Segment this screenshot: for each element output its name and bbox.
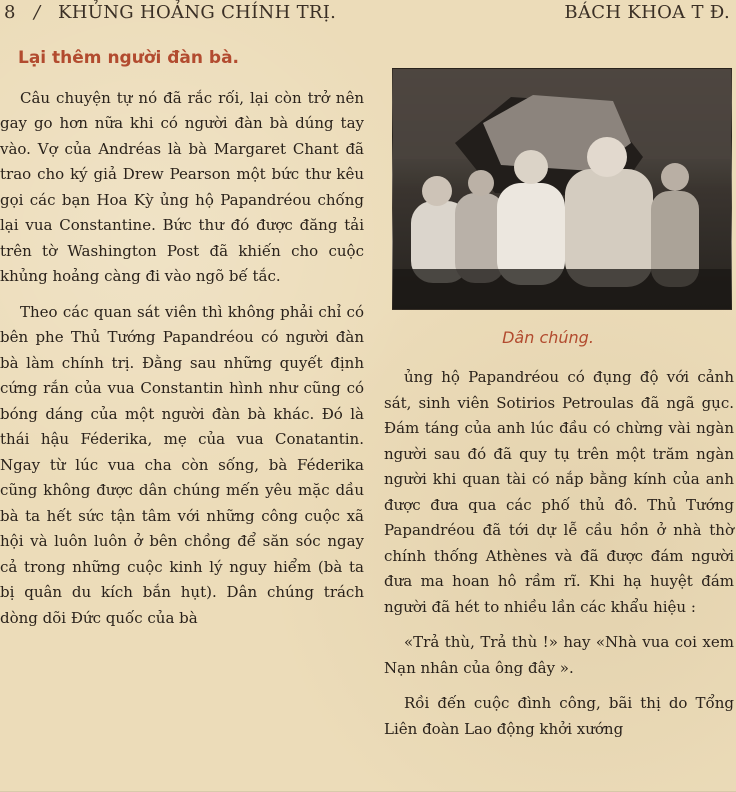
right-paragraph-3: Rồi đến cuộc đình công, bãi thị do Tổng Liên đoàn Lao động khởi xướng	[384, 694, 734, 738]
right-paragraph-2: «Trả thù, Trả thù !» hay «Nhà vua coi xem Nạn nhân của ông đây ».	[384, 633, 734, 677]
subheading: Lại thêm người đàn bà.	[18, 48, 239, 68]
page-header	[0, 0, 736, 34]
left-paragraph-1: Câu chuyện tự nó đã rắc rối, lại còn trở nên gay go hơn nữa khi có người đàn bà dúng tay vào. Vợ của Andréas là bà Margaret Chant đã trao cho ký giả Drew Pearson một bức thư kêu gọi các bạn Hoa Kỳ ủng hộ Papandréou chống lại vua Constantine. Bức thư đó được đăng tải trên tờ Washington Post đã khiến cho cuộc khủng hoảng càng đi vào ngõ bế tắc.	[0, 88, 364, 285]
magazine-title: BÁCH KHOA T Đ.	[564, 2, 730, 23]
header-separator: /	[34, 2, 41, 23]
news-photo	[392, 68, 732, 310]
right-paragraph-1: ủng hộ Papandréou có đụng độ với cảnh sát, sinh viên Sotirios Petroulas đã ngã gục. Đám táng của anh lúc đầu có chừng vài ngàn người sau đó đã quy tụ trên một trăm ngàn người khi quan tài có nắp bằng kính của anh được đưa qua các phố thủ đô. Thủ Tướng Papandréou đã tới dự lễ cầu hồn ở nhà thờ chính thống Athènes và đã được đám người đưa ma hoan hô rầm rĩ. Khi hạ huyệt đám người đã hét to nhiều lần các khẩu hiệu :	[384, 368, 734, 616]
left-paragraph-2: Theo các quan sát viên thì không phải chỉ có bên phe Thủ Tướng Papandréou có người đàn bà làm chính trị. Đằng sau những quyết định cứng rắn của vua Constantin hình như cũng có bóng dáng của một người đàn bà khác. Đó là thái hậu Féderika, mẹ của vua Conatantin. Ngay từ lúc vua cha còn sống, bà Féderika cũng không được dân chúng mến yêu mặc dầu bà ta hết sức tận tâm với những công cuộc xã hội và luôn luôn ở bên chồng để săn sóc ngay cả trong những cuộc kinh lý nguy hiểm (bà ta bị quân du kích bắn hụt). Dân chúng trách dòng dõi Đức quốc của bà	[0, 302, 364, 627]
photo-caption: Dân chúng.	[502, 328, 594, 347]
right-column	[384, 365, 734, 752]
crowd-photo-illustration	[393, 69, 731, 309]
section-title: KHỦNG HOẢNG CHÍNH TRỊ.	[58, 2, 337, 23]
page-number: 8	[4, 2, 16, 23]
